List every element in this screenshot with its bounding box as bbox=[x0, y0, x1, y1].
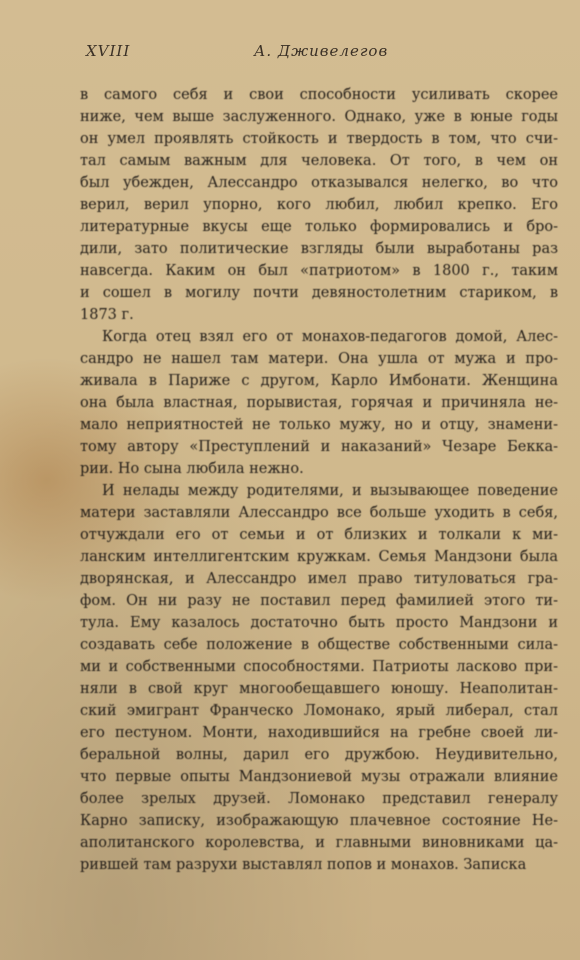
text-line: 1873 г. bbox=[80, 307, 134, 323]
page-number: XVIII bbox=[86, 42, 131, 60]
running-title: А. Дживелегов bbox=[254, 42, 389, 60]
text-line: навсегда. Каким он был «патриотом» в 1800 г., таким bbox=[80, 263, 558, 279]
text-line: Карно записку, изображающую плачевное состояние Не- bbox=[80, 813, 558, 829]
text-line: живала в Париже с другом, Карло Имбонати. Женщина bbox=[80, 373, 558, 389]
paragraph bbox=[80, 480, 558, 876]
text-line: сандро не нашел там матери. Она ушла от мужа и про- bbox=[80, 351, 558, 367]
page-header bbox=[86, 42, 566, 68]
text-line: тал самым важным для человека. От того, в чем он bbox=[80, 153, 558, 169]
text-line: был убежден, Алессандро отказывался нелегко, во что bbox=[80, 175, 558, 191]
text-line: ланским интеллигентским кружкам. Семья Мандзони была bbox=[80, 549, 558, 565]
text-line: литературные вкусы еще только формировались и бро- bbox=[80, 219, 558, 235]
text-line: ниже, чем выше заслуженного. Однако, уже в юные годы bbox=[80, 109, 558, 125]
body-text bbox=[80, 84, 558, 876]
paragraph bbox=[80, 326, 558, 480]
text-line: отчуждали его от семьи и от близких и толкали к ми- bbox=[80, 527, 558, 543]
text-line: его пестуном. Монти, находившийся на гребне своей ли- bbox=[80, 725, 558, 741]
text-line: Когда отец взял его от монахов-педагогов домой, Алес- bbox=[102, 329, 558, 345]
text-line: И нелады между родителями, и вызывающее поведение bbox=[102, 483, 558, 499]
text-line: и сошел в могилу почти девяностолетним стариком, в bbox=[80, 285, 558, 301]
text-line: мало неприятностей не только мужу, но и отцу, знамени- bbox=[80, 417, 558, 433]
text-line: фом. Он ни разу не поставил перед фамилией этого ти- bbox=[80, 593, 558, 609]
text-line: рии. Но сына любила нежно. bbox=[80, 461, 304, 477]
text-line: рившей там разрухи выставлял попов и монахов. Записка bbox=[80, 857, 527, 873]
text-line: беральной волны, дарил его дружбою. Неудивительно, bbox=[80, 747, 558, 763]
text-line: она была властная, порывистая, горячая и причиняла не- bbox=[80, 395, 558, 411]
text-line: аполитанского королевства, и главными виновниками ца- bbox=[80, 835, 558, 851]
text-line: дворянская, и Алессандро имел право титуловаться гра- bbox=[80, 571, 558, 587]
text-line: матери заставляли Алессандро все больше уходить в себя, bbox=[80, 505, 558, 521]
text-line: создавать себе положение в обществе собственными сила- bbox=[80, 637, 558, 653]
text-line: более зрелых друзей. Ломонако представил генералу bbox=[80, 791, 558, 807]
text-line: тула. Ему казалось достаточно быть просто Мандзони и bbox=[80, 615, 558, 631]
text-line: няли в свой круг многообещавшего юношу. Неаполитан- bbox=[80, 681, 558, 697]
text-line: дили, зато политические взгляды были выработаны раз bbox=[80, 241, 558, 257]
text-line: в самого себя и свои способности усиливать скорее bbox=[80, 87, 558, 103]
paragraph bbox=[80, 84, 558, 326]
text-line: верил, верил упорно, кого любил, любил крепко. Его bbox=[80, 197, 558, 213]
text-line: что первые опыты Мандзониевой музы отражали влияние bbox=[80, 769, 558, 785]
text-line: тому автору «Преступлений и наказаний» Чезаре Бекка- bbox=[80, 439, 558, 455]
text-line: он умел проявлять стойкость и твердость в том, что счи- bbox=[80, 131, 558, 147]
text-line: ский эмигрант Франческо Ломонако, ярый либерал, стал bbox=[80, 703, 558, 719]
text-line: ми и собственными способностями. Патриоты ласково при- bbox=[80, 659, 558, 675]
